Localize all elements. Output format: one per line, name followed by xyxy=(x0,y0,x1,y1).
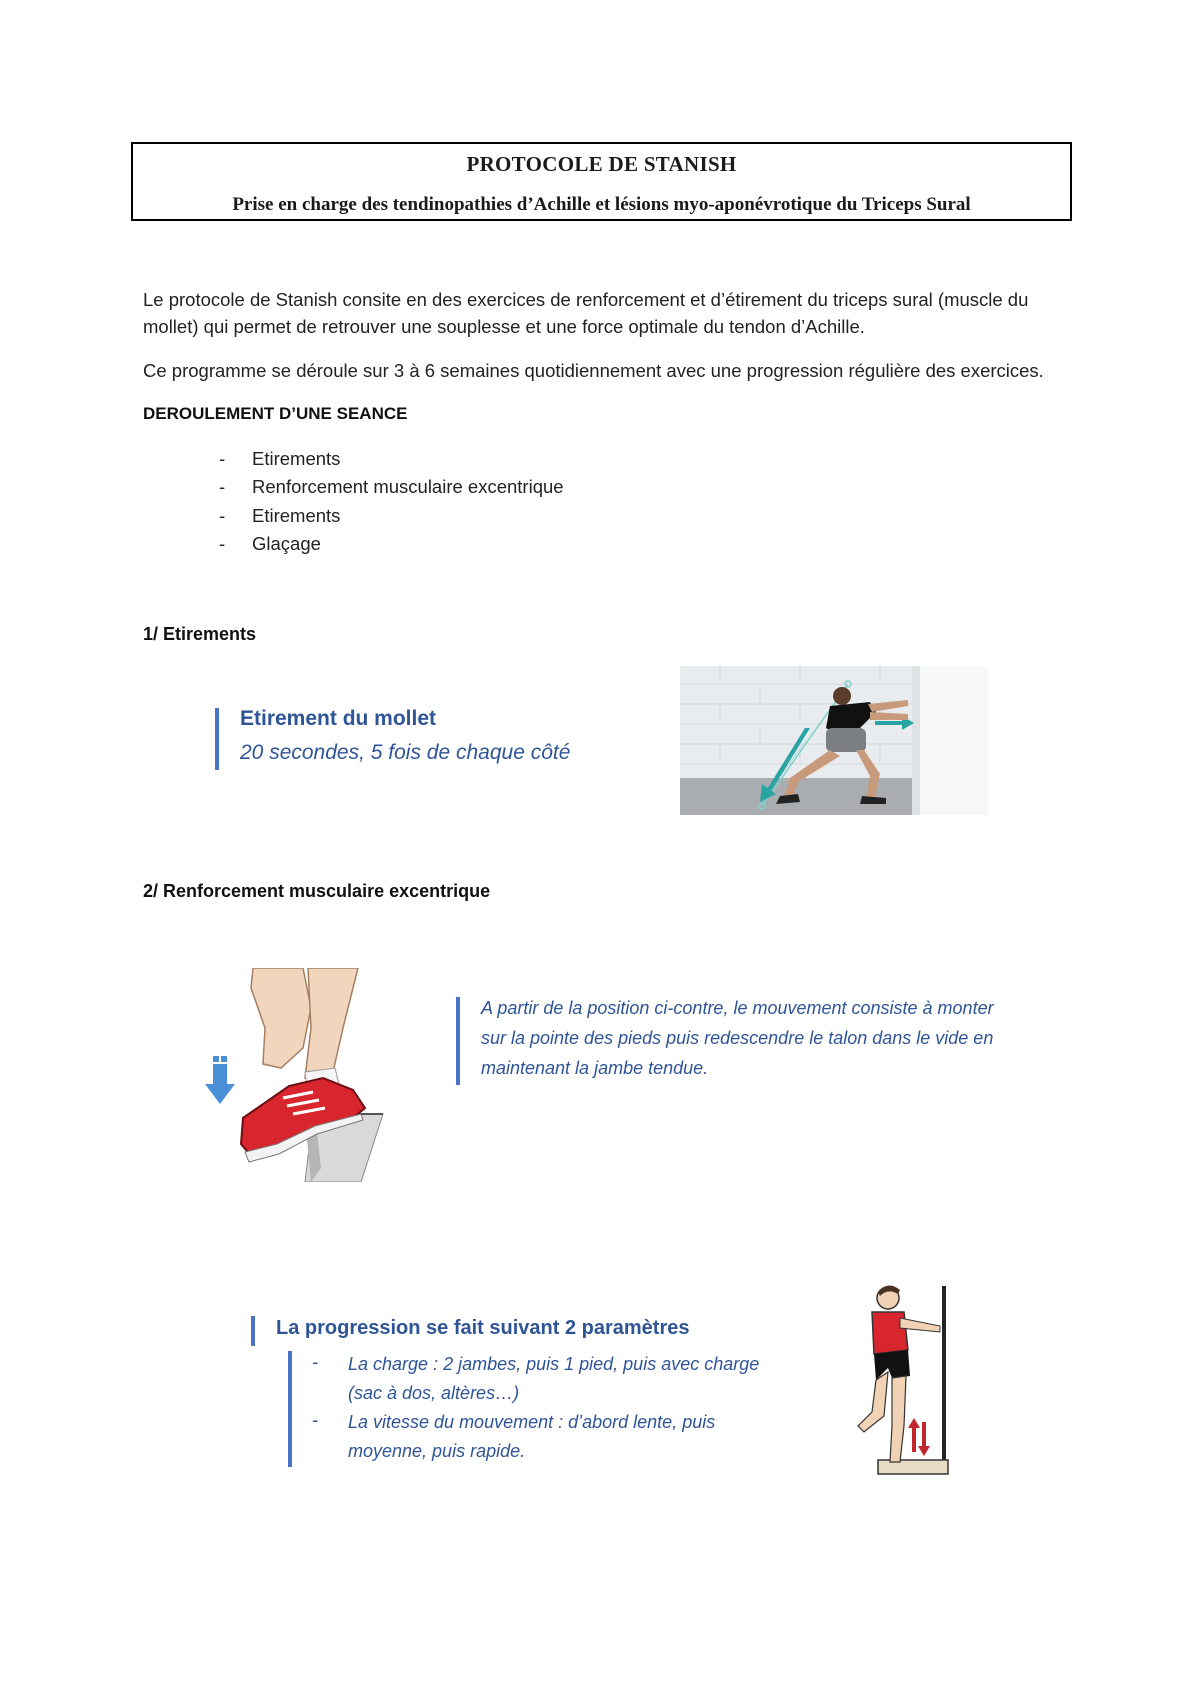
quote-bar xyxy=(215,708,219,770)
list-dash: - xyxy=(219,505,226,526)
quote-bar xyxy=(288,1351,292,1467)
heel-drop-image xyxy=(193,968,405,1182)
progression-item-load: La charge : 2 jambes, puis 1 pied, puis avec charge (sac à dos, altères…) xyxy=(348,1354,760,1403)
list-dash: - xyxy=(219,476,226,497)
list-dash: - xyxy=(219,533,226,554)
stretch-title: Etirement du mollet xyxy=(240,707,437,730)
title-box xyxy=(131,142,1072,221)
calf-stretch-image xyxy=(680,666,988,815)
stretch-duration: 20 secondes, 5 fois de chaque côté xyxy=(240,741,571,764)
calf-stretch-illustration xyxy=(680,666,988,815)
session-heading: DEROULEMENT D’UNE SEANCE xyxy=(143,404,408,423)
list-item-label: Etirements xyxy=(252,448,341,469)
list-item-label: Renforcement musculaire excentrique xyxy=(252,476,564,497)
list-item-label: Glaçage xyxy=(252,533,321,554)
progression-item-speed: La vitesse du mouvement : d’abord lente, puis moyenne, puis rapide. xyxy=(348,1412,716,1461)
heel-drop-illustration xyxy=(193,968,405,1182)
list-item xyxy=(219,448,619,474)
intro-paragraph-2: Ce programme se déroule sur 3 à 6 semaines quotidiennement avec une progression régulière des exercices. xyxy=(143,360,1044,381)
intro-paragraph-1: Le protocole de Stanish consite en des exercices de renforcement et d’étirement du triceps sural (muscle du mollet) qui permet de retrouver une souplesse et une force optimale du tendon d’Achille. xyxy=(143,289,1029,337)
single-leg-raise-illustration xyxy=(822,1276,966,1483)
section1-heading: 1/ Etirements xyxy=(143,624,257,644)
list-item xyxy=(219,476,619,502)
quote-bar xyxy=(251,1316,255,1346)
section2-heading: 2/ Renforcement musculaire excentrique xyxy=(143,881,491,901)
list-dash: - xyxy=(312,1410,318,1430)
list-dash: - xyxy=(219,448,226,469)
list-item xyxy=(219,505,619,531)
document-subtitle: Prise en charge des tendinopathies d’Achille et lésions myo-aponévrotique du Triceps Sural xyxy=(232,194,971,215)
single-leg-raise-image xyxy=(822,1276,966,1483)
list-dash: - xyxy=(312,1352,318,1372)
list-item xyxy=(219,533,619,559)
list-item-label: Etirements xyxy=(252,505,341,526)
progression-title: La progression se fait suivant 2 paramètres xyxy=(276,1317,690,1339)
session-list xyxy=(219,448,619,560)
document-title: PROTOCOLE DE STANISH xyxy=(466,152,737,176)
exercise-description: A partir de la position ci-contre, le mouvement consiste à monter sur la pointe des pieds puis redescendre le talon dans le vide en maintenant la jambe tendue. xyxy=(481,998,994,1078)
quote-bar xyxy=(456,997,460,1085)
